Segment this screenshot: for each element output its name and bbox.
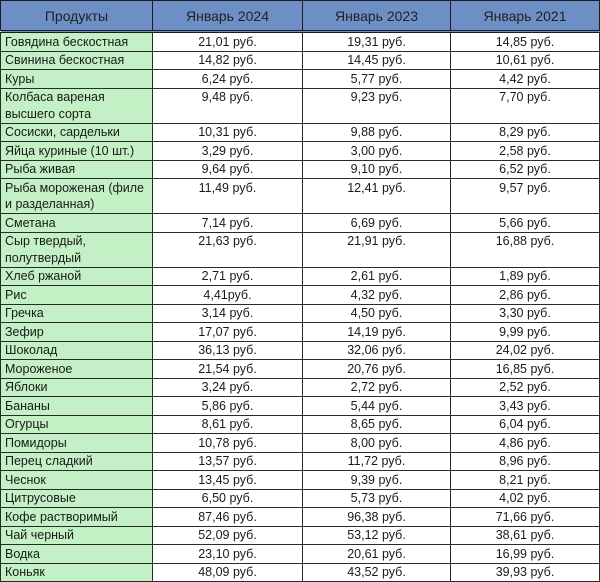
column-header-january-2023: Январь 2023 [303,1,451,32]
price-cell: 5,86 руб. [153,397,303,416]
price-cell: 24,02 руб. [451,341,600,360]
price-cell: 4,32 руб. [303,286,451,305]
product-name-cell: Яблоки [1,378,153,397]
price-cell: 36,13 руб. [153,341,303,360]
table-row [1,214,600,233]
price-cell: 21,91 руб. [303,232,451,267]
price-cell: 21,54 руб. [153,360,303,379]
price-cell: 87,46 руб. [153,508,303,527]
table-row [1,32,600,52]
price-cell: 39,93 руб. [451,563,600,582]
product-name-cell: Яйца куриные (10 шт.) [1,142,153,161]
price-cell: 14,85 руб. [451,32,600,52]
price-cell: 7,14 руб. [153,214,303,233]
price-cell: 20,61 руб. [303,545,451,564]
price-cell: 2,61 руб. [303,267,451,286]
price-cell: 21,63 руб. [153,232,303,267]
price-cell: 6,24 руб. [153,70,303,89]
price-cell: 5,66 руб. [451,214,600,233]
price-cell: 14,45 руб. [303,51,451,70]
table-row [1,70,600,89]
price-cell: 32,06 руб. [303,341,451,360]
product-name-cell: Колбаса вареная высшего сорта [1,88,153,123]
price-cell: 10,61 руб. [451,51,600,70]
product-name-cell: Кофе растворимый [1,508,153,527]
price-cell: 52,09 руб. [153,526,303,545]
product-name-cell: Рис [1,286,153,305]
price-cell: 23,10 руб. [153,545,303,564]
price-cell: 2,86 руб. [451,286,600,305]
table-row [1,545,600,564]
product-name-cell: Водка [1,545,153,564]
price-cell: 9,10 руб. [303,160,451,179]
price-cell: 96,38 руб. [303,508,451,527]
price-cell: 3,29 руб. [153,142,303,161]
price-cell: 3,30 руб. [451,304,600,323]
price-cell: 53,12 руб. [303,526,451,545]
table-row [1,323,600,342]
product-name-cell: Чай черный [1,526,153,545]
price-cell: 20,76 руб. [303,360,451,379]
price-cell: 16,88 руб. [451,232,600,267]
table-row [1,397,600,416]
price-cell: 8,61 руб. [153,415,303,434]
table-row [1,452,600,471]
table-row [1,526,600,545]
column-header-products: Продукты [1,1,153,32]
price-cell: 8,65 руб. [303,415,451,434]
product-name-cell: Огурцы [1,415,153,434]
product-name-cell: Свинина бескостная [1,51,153,70]
price-cell: 5,44 руб. [303,397,451,416]
price-cell: 9,48 руб. [153,88,303,123]
price-cell: 4,42 руб. [451,70,600,89]
table-row [1,160,600,179]
column-header-january-2024: Январь 2024 [153,1,303,32]
price-cell: 5,77 руб. [303,70,451,89]
price-cell: 14,19 руб. [303,323,451,342]
price-cell: 17,07 руб. [153,323,303,342]
price-cell: 1,89 руб. [451,267,600,286]
table-row [1,563,600,582]
table-row [1,51,600,70]
table-row [1,341,600,360]
price-cell: 12,41 руб. [303,179,451,214]
price-cell: 10,31 руб. [153,123,303,142]
price-cell: 9,57 руб. [451,179,600,214]
product-name-cell: Хлеб ржаной [1,267,153,286]
price-cell: 2,58 руб. [451,142,600,161]
price-cell: 2,72 руб. [303,378,451,397]
price-cell: 14,82 руб. [153,51,303,70]
product-name-cell: Бананы [1,397,153,416]
product-name-cell: Говядина бескостная [1,32,153,52]
product-name-cell: Шоколад [1,341,153,360]
price-cell: 4,02 руб. [451,489,600,508]
price-cell: 13,57 руб. [153,452,303,471]
price-cell: 2,52 руб. [451,378,600,397]
product-name-cell: Чеснок [1,471,153,490]
price-cell: 13,45 руб. [153,471,303,490]
price-cell: 8,00 руб. [303,434,451,453]
table-row [1,415,600,434]
price-cell: 71,66 руб. [451,508,600,527]
table-row [1,378,600,397]
price-cell: 19,31 руб. [303,32,451,52]
table-row [1,88,600,123]
product-name-cell: Рыба мороженая (филе и разделанная) [1,179,153,214]
price-cell: 6,52 руб. [451,160,600,179]
price-cell: 11,49 руб. [153,179,303,214]
price-cell: 8,96 руб. [451,452,600,471]
price-cell: 11,72 руб. [303,452,451,471]
product-name-cell: Мороженое [1,360,153,379]
price-cell: 4,41руб. [153,286,303,305]
product-name-cell: Сыр твердый, полутвердый [1,232,153,267]
price-cell: 9,23 руб. [303,88,451,123]
table-row [1,232,600,267]
price-cell: 5,73 руб. [303,489,451,508]
table-row [1,179,600,214]
price-cell: 38,61 руб. [451,526,600,545]
price-cell: 9,39 руб. [303,471,451,490]
table-row [1,267,600,286]
price-cell: 3,00 руб. [303,142,451,161]
price-cell: 9,88 руб. [303,123,451,142]
price-cell: 7,70 руб. [451,88,600,123]
price-cell: 8,29 руб. [451,123,600,142]
price-cell: 6,50 руб. [153,489,303,508]
price-cell: 9,64 руб. [153,160,303,179]
price-cell: 16,85 руб. [451,360,600,379]
product-name-cell: Рыба живая [1,160,153,179]
price-cell: 3,43 руб. [451,397,600,416]
column-header-january-2021: Январь 2021 [451,1,600,32]
product-name-cell: Сметана [1,214,153,233]
table-row [1,286,600,305]
product-name-cell: Зефир [1,323,153,342]
product-name-cell: Гречка [1,304,153,323]
price-cell: 3,24 руб. [153,378,303,397]
table-header [1,1,600,32]
price-cell: 4,50 руб. [303,304,451,323]
price-cell: 9,99 руб. [451,323,600,342]
product-name-cell: Помидоры [1,434,153,453]
price-cell: 3,14 руб. [153,304,303,323]
price-cell: 2,71 руб. [153,267,303,286]
table-row [1,471,600,490]
product-name-cell: Куры [1,70,153,89]
table-row [1,489,600,508]
price-cell: 16,99 руб. [451,545,600,564]
price-cell: 8,21 руб. [451,471,600,490]
price-cell: 10,78 руб. [153,434,303,453]
table-row [1,142,600,161]
product-name-cell: Сосиски, сардельки [1,123,153,142]
price-cell: 6,04 руб. [451,415,600,434]
header-row [1,1,600,32]
price-cell: 6,69 руб. [303,214,451,233]
table-row [1,434,600,453]
table-row [1,123,600,142]
price-cell: 4,86 руб. [451,434,600,453]
product-name-cell: Перец сладкий [1,452,153,471]
table-row [1,304,600,323]
product-name-cell: Цитрусовые [1,489,153,508]
price-cell: 21,01 руб. [153,32,303,52]
product-name-cell: Коньяк [1,563,153,582]
price-cell: 48,09 руб. [153,563,303,582]
table-row [1,508,600,527]
table-body [1,32,600,582]
table-row [1,360,600,379]
price-cell: 43,52 руб. [303,563,451,582]
